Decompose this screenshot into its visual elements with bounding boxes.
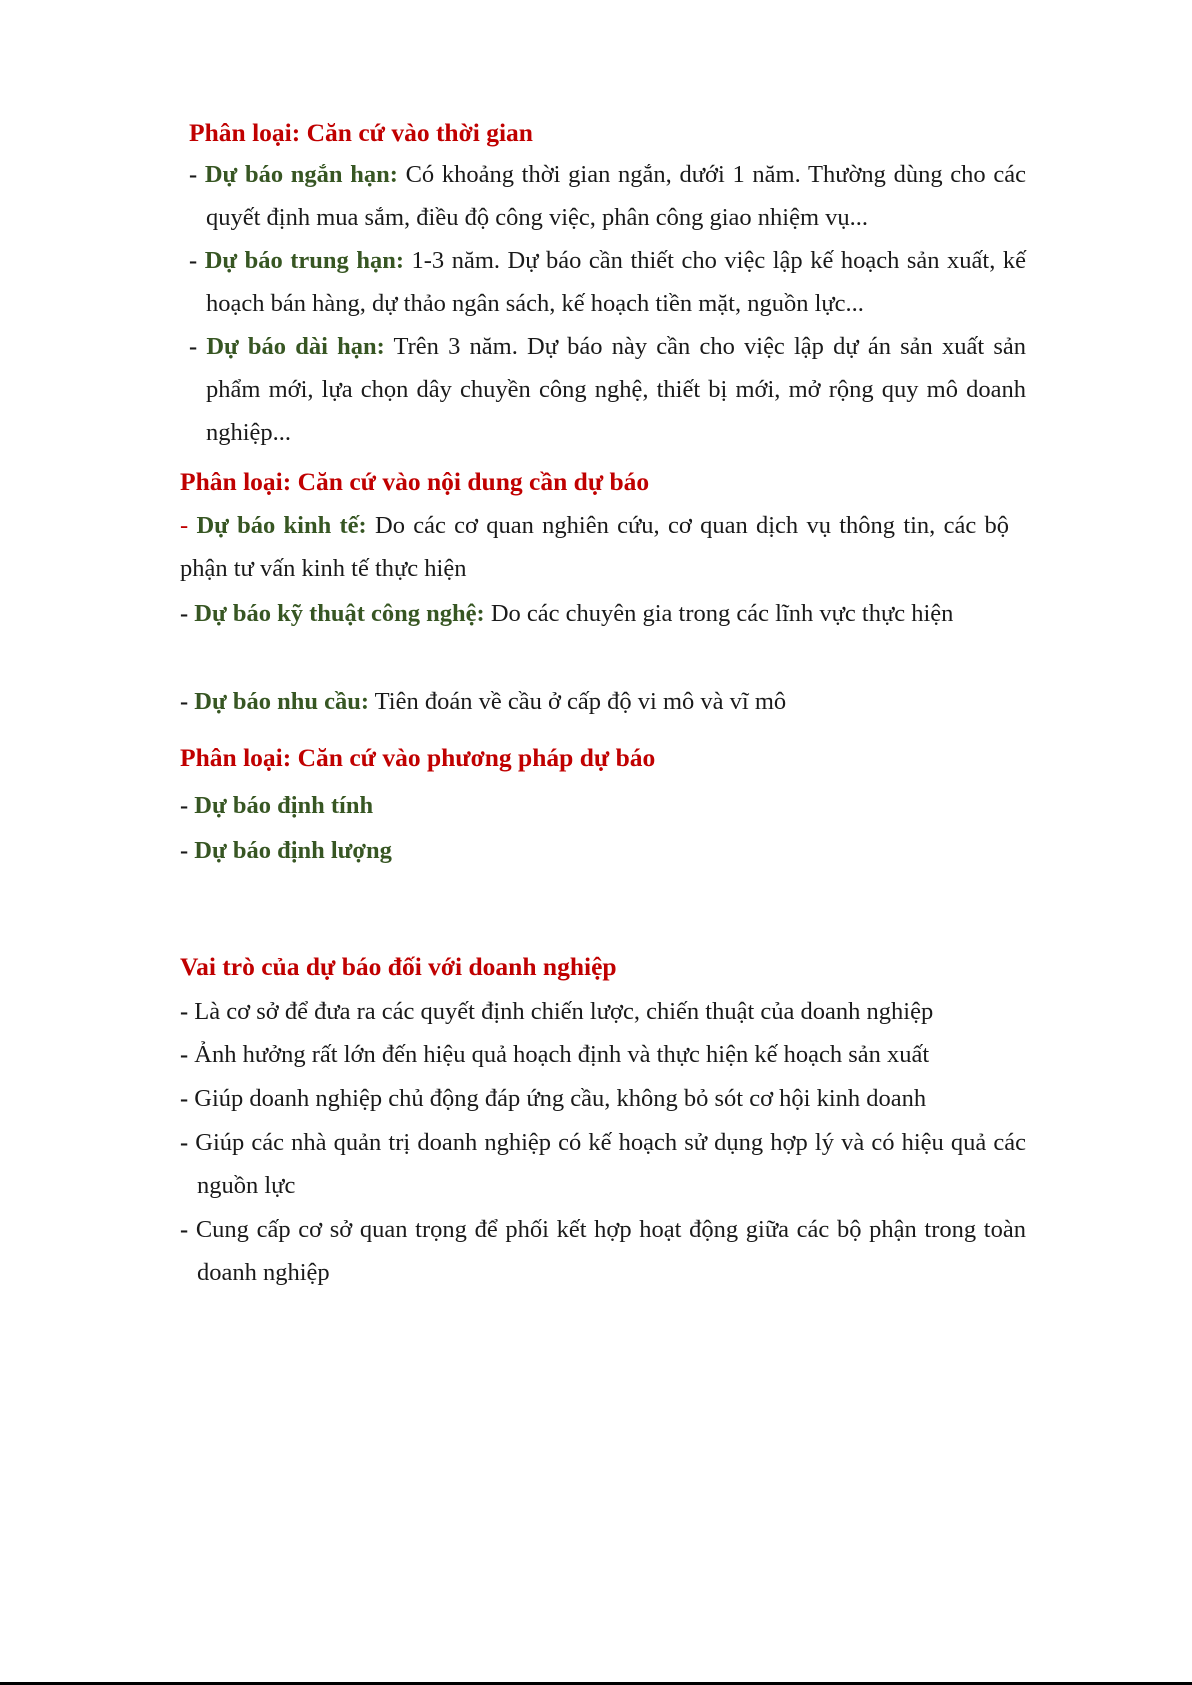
bullet-dash: - [180,1129,196,1156]
list-item-qualitative [180,784,373,827]
term-qualitative: Dự báo định tính [194,792,374,819]
heading-content-classification: Phân loại: Căn cứ vào nội dung cần dự báo [180,467,650,496]
term-technology: Dự báo kỹ thuật công nghệ: [194,600,485,627]
heading-role-of-forecasting: Vai trò của dự báo đối với doanh nghiệp [180,952,617,981]
term-quantitative: Dự báo định lượng [194,837,392,864]
bullet-dash: - [180,792,195,819]
list-item-short-term: - Dự báo ngắn hạn: Có khoảng thời gian ngắn, dưới 1 năm. Thường dùng cho các quyết định mua sắm, điều độ công việc, phân công giao nhiệm vụ... [189,161,1026,231]
bullet-dash: - [189,333,207,360]
bullet-dash: - [180,998,195,1025]
description-technology: Do các chuyên gia trong các lĩnh vực thực hiện [490,600,954,627]
list-item-medium-term [189,239,1026,325]
list-item-quantitative [180,829,392,872]
bullet-dash: - [180,512,197,539]
term-demand: Dự báo nhu cầu: [194,688,369,715]
list-item-economic [180,504,1009,590]
list-item-role-3 [180,1077,926,1120]
heading-method-classification: Phân loại: Căn cứ vào phương pháp dự báo [180,743,656,772]
list-item-technology [180,592,1026,635]
list-item-role-4 [180,1121,1026,1207]
bullet-dash: - [189,161,205,188]
term-long-term: Dự báo dài hạn: [206,333,385,360]
description-medium-term: 1-3 năm. Dự báo cần thiết cho việc lập kế hoạch sản xuất, kế hoạch bán hàng, dự thảo ngân sách, kế hoạch tiền mặt, nguồn lực... [206,247,1026,317]
list-item-role-1 [180,990,933,1033]
bullet-dash: - [189,247,205,274]
term-short-term: Dự báo ngắn hạn [204,161,390,188]
bullet-dash: - [180,688,195,715]
bullet-dash: - [180,1085,195,1112]
list-item-long-term [189,325,1026,454]
role-text: Cung cấp cơ sở quan trọng để phối kết hợp hoạt động giữa các bộ phận trong toàn doanh nghiệp [195,1216,1026,1286]
description-short-term: Có khoảng thời gian ngắn, dưới 1 năm. Thường dùng cho các quyết định mua sắm, điều độ công việc, phân công giao nhiệm vụ... [206,161,1026,231]
description-long-term: Trên 3 năm. Dự báo này cần cho việc lập dự án sản xuất sản phẩm mới, lựa chọn dây chuyền công nghệ, thiết bị mới, mở rộng quy mô doanh nghiệp... [206,333,1026,446]
role-text: Là cơ sở để đưa ra các quyết định chiến lược, chiến thuật của doanh nghiệp [194,998,934,1025]
bullet-dash: - [180,837,195,864]
term-economic: Dự báo kinh tế: [196,512,367,539]
list-item-role-5 [180,1208,1026,1294]
bullet-dash: - [180,1041,195,1068]
role-text: Giúp các nhà quản trị doanh nghiệp có kế hoạch sử dụng hợp lý và có hiệu quả các nguồn lực [195,1129,1026,1199]
role-text: Giúp doanh nghiệp chủ động đáp ứng cầu, không bỏ sót cơ hội kinh doanh [194,1085,927,1112]
bullet-dash: - [180,600,195,627]
heading-time-classification: Phân loại: Căn cứ vào thời gian [189,118,533,147]
list-item-role-2 [180,1033,929,1076]
description-economic: Do các cơ quan nghiên cứu, cơ quan dịch vụ thông tin, các bộ phận tư vấn kinh tế thực hiện [180,512,1010,582]
role-text: Ảnh hưởng rất lớn đến hiệu quả hoạch định và thực hiện kế hoạch sản xuất [194,1041,930,1068]
term-medium-term: Dự báo trung hạn: [204,247,404,274]
description-demand: Tiên đoán về cầu ở cấp độ vi mô và vĩ mô [374,688,787,715]
list-item-demand [180,680,786,723]
bullet-dash: - [180,1216,196,1243]
